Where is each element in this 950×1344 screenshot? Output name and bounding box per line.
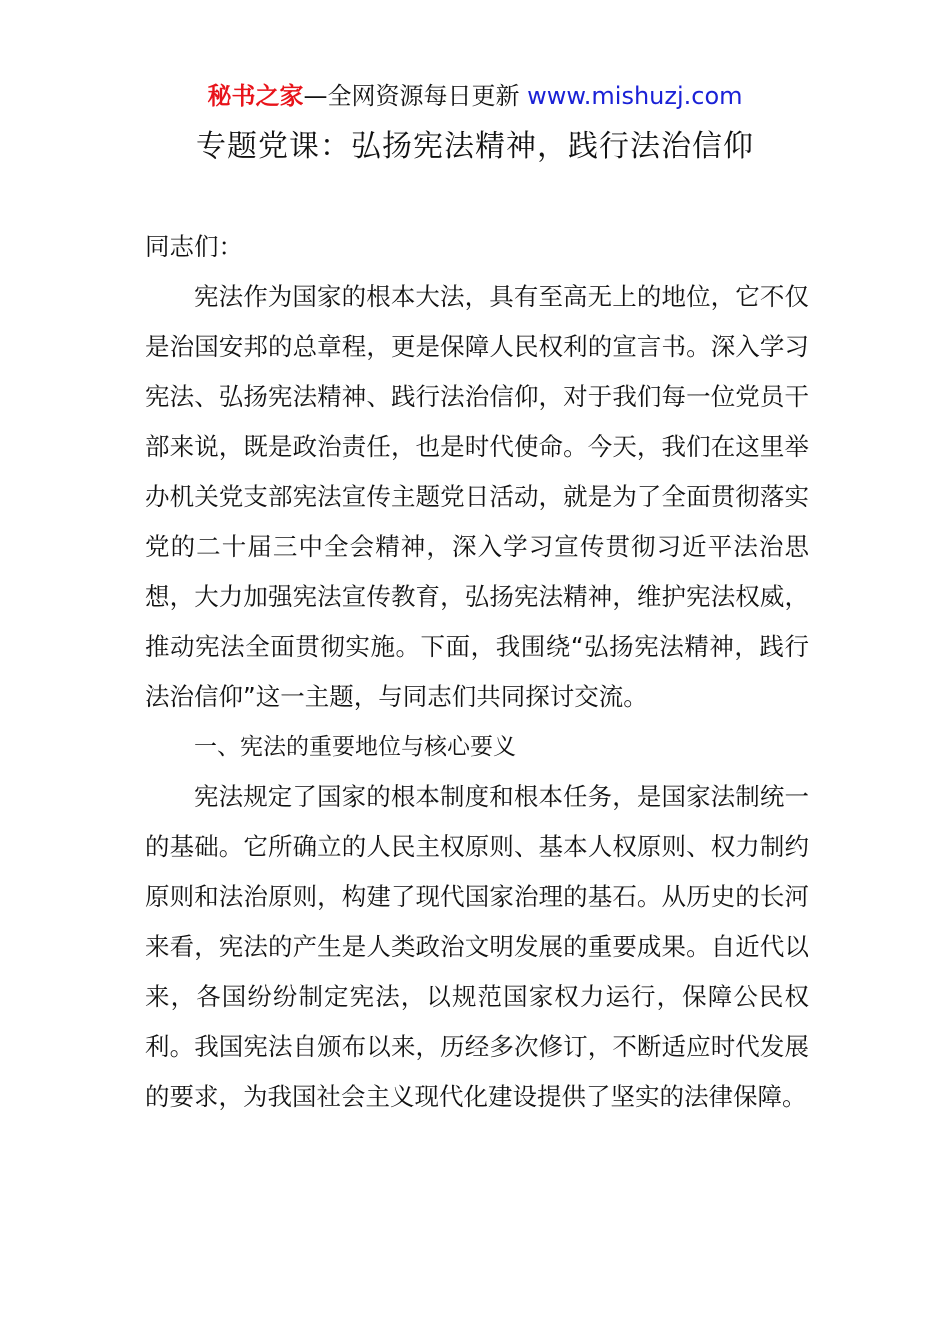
section-paragraph: 宪法规定了国家的根本制度和根本任务，是国家法制统一的基础。它所确立的人民主权原则、基本人权原则、权力制约原则和法治原则，构建了现代国家治理的基石。从历史的长河来看，宪法的产生是人类政治文明发展的重要成果。自近代以来，各国纷纷制定宪法，以规范国家权力运行，保障公民权利。我国宪法自颁布以来，历经多次修订，不断适应时代发展的要求，为我国社会主义现代化建设提供了坚实的法律保障。 — [145, 782, 809, 1111]
site-url-link[interactable]: www.mishuzj.com — [527, 82, 743, 110]
header-tagline: —全网资源每日更新 — [303, 82, 528, 110]
intro-paragraph: 宪法作为国家的根本大法，具有至高无上的地位，它不仅是治国安邦的总章程，更是保障人民权利的宣言书。深入学习宪法、弘扬宪法精神、践行法治信仰，对于我们每一位党员干部来说，既是政治责任，也是时代使命。今天，我们在这里举办机关党支部宪法宣传主题党日活动，就是为了全面贯彻落实党的二十届三中全会精神，深入学习宣传贯彻习近平法治思想，大力加强宪法宣传教育，弘扬宪法精神，维护宪法权威，推动宪法全面贯彻实施。下面，我围绕“弘扬宪法精神，践行法治信仰”这一主题，与同志们共同探讨交流。 — [145, 282, 809, 711]
page-title: 专题党课：弘扬宪法精神，践行法治信仰 — [196, 129, 754, 164]
salutation: 同志们： — [145, 232, 243, 261]
brand-name: 秘书之家 — [207, 82, 304, 110]
document-body — [145, 222, 809, 1122]
site-header — [0, 80, 950, 112]
section-heading: 一、宪法的重要地位与核心要义 — [194, 734, 516, 760]
